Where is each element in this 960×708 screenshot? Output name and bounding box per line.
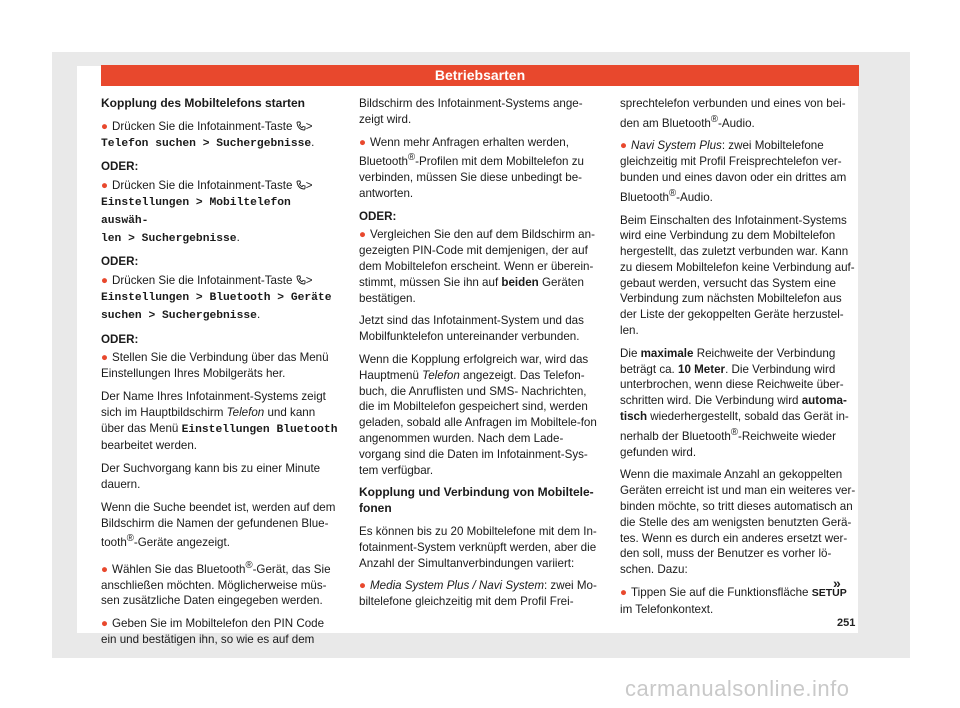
oder-label: ODER: — [101, 255, 139, 269]
step-3: ● Drücken Sie die Infotainment-Taste > Einstellungen > Bluetooth > Geräte suchen > Suchergebnisse. — [101, 274, 332, 322]
heading-pairing-start: Kopplung des Mobiltelefons starten — [101, 96, 306, 110]
phone-icon — [296, 121, 306, 131]
step-2: ● Drücken Sie die Infotainment-Taste > Einstellungen > Mobiltelefon auswäh- len > Suchergebnisse. — [101, 179, 313, 245]
bullet-icon: ● — [359, 579, 367, 593]
step-media-system: ● Media System Plus / Navi System: zwei Mo-biltelefone gleichzeitig mit dem Profil Frei- — [359, 579, 597, 609]
paragraph-success: Wenn die Kopplung erfolgreich war, wird das Hauptmenü Telefon angezeigt. Das Telefon-buch, die Anruflisten und SMS- Nachrichten, die im Mobiltelefon gespeichert sind, werden geladen, sobald alle Anfragen im Mobiltele-fon angenommen wurden. Nach dem Lade-vorgang sind die Daten im Infotainment-Sys-tem verfügbar. — [359, 353, 597, 477]
paragraph-switch-on: Beim Einschalten des Infotainment-Systems wird eine Verbindung zu dem Mobiltelefon hergestellt, das zuletzt verbunden war. Kann zu diesem Mobiltelefon keine Verbindung auf-gebaut werden, versucht das System eine Verbindung zum nächsten Mobiltelefon aus der Liste der gekoppelten Geräte herzustel-len. — [620, 213, 855, 338]
oder-label: ODER: — [359, 209, 397, 223]
paragraph-continued: Bildschirm des Infotainment-Systems ange-zeigt wird. — [359, 97, 583, 126]
page-number: 251 — [837, 617, 856, 629]
bullet-icon: ● — [101, 617, 109, 631]
continue-marker: » — [833, 575, 841, 591]
paragraph-up-to: Es können bis zu 20 Mobiltelefone mit dem In-fotainment-System verknüpft werden, aber die Anzahl der Simultanverbindungen variiert: — [359, 524, 597, 570]
menu-path: suchen > Suchergebnisse — [101, 309, 257, 322]
column-1 — [101, 96, 341, 655]
bullet-icon: ● — [620, 139, 628, 153]
bullet-icon: ● — [620, 585, 628, 599]
section-header: Betriebsarten — [101, 65, 859, 86]
paragraph-system-name: Der Name Ihres Infotainment-Systems zeigt sich im Hauptbildschirm Telefon und kann über das Menü Einstellungen Bluetooth bearbeitet werden. — [101, 389, 338, 453]
bullet-icon: ● — [101, 119, 109, 133]
step-5: ● Wählen Sie das Bluetooth®-Gerät, das Sie anschließen möchten. Möglicherweise müs-sen zusätzliche Daten eingegeben werden. — [101, 559, 331, 608]
bullet-icon: ● — [359, 135, 367, 149]
column-2 — [359, 96, 599, 617]
step-1: ● Drücken Sie die Infotainment-Taste > Telefon suchen > Suchergebnisse. — [101, 119, 315, 150]
paragraph-continued: sprechtelefon verbunden und eines von bei-den am Bluetooth®-Audio. — [620, 97, 846, 130]
paragraph-range: Die maximale Reichweite der Verbindung beträgt ca. 10 Meter. Die Verbindung wird unterbrochen, wenn diese Reichweite über-schritten wird. Die Verbindung wird automa-tisch wiederhergestellt, sobald das Gerät in-nerhalb der Bluetooth®-Reichweite wieder gefunden wird. — [620, 346, 849, 459]
phone-icon — [296, 275, 306, 285]
menu-path: Telefon suchen > Suchergebnisse — [101, 137, 312, 150]
bullet-icon: ● — [101, 351, 109, 365]
bullet-icon: ● — [359, 228, 367, 242]
step-requests: ● Wenn mehr Anfragen erhalten werden, Bluetooth®-Profilen mit dem Mobiltelefon zu verbinden, müssen Sie diese unbedingt be-antworten. — [359, 135, 584, 200]
paragraph-max-devices: Wenn die maximale Anzahl an gekoppelten Geräten erreicht ist und man ein weiteres ver-binden möchte, so tritt dieses automatisch an die Stelle des am wenigsten benutzten Gerä-tes. Wenn es durch ein anderes ersetzt wer-den soll, muss der Benutzer es vorher lö-schen. Dazu: — [620, 468, 856, 577]
step-navi-plus: ● Navi System Plus: zwei Mobiltelefone gleichzeitig mit Profil Freisprechtelefon ver-bunden und eines davon oder ein drittes am Bluetooth®-Audio. — [620, 139, 847, 204]
phone-icon — [296, 180, 306, 190]
paragraph-search-done: Wenn die Suche beendet ist, werden auf dem Bildschirm die Namen der gefundenen Blue-tooth®-Geräte angezeigt. — [101, 500, 336, 550]
step-6: ● Geben Sie im Mobiltelefon den PIN Code ein und bestätigen ihn, so wie es auf dem — [101, 617, 325, 647]
menu-path: len > Suchergebnisse — [101, 232, 237, 245]
menu-path: Einstellungen > Bluetooth > Geräte — [101, 291, 332, 304]
menu-path: Einstellungen Bluetooth — [181, 423, 338, 436]
paragraph-connected: Jetzt sind das Infotainment-System und das Mobilfunktelefon untereinander verbunden. — [359, 314, 584, 344]
bullet-icon: ● — [101, 274, 109, 288]
paragraph-duration: Der Suchvorgang kann bis zu einer Minute dauern. — [101, 462, 321, 491]
oder-label: ODER: — [101, 160, 139, 174]
setup-key: SETUP — [811, 586, 847, 599]
column-3 — [620, 96, 860, 624]
watermark: carmanualsonline.info — [625, 676, 850, 701]
oder-label: ODER: — [101, 332, 139, 346]
menu-path: Einstellungen > Mobiltelefon auswäh- — [101, 196, 291, 227]
bullet-icon: ● — [101, 562, 109, 576]
heading-pairing-connection: Kopplung und Verbindung von Mobiltele-fonen — [359, 485, 594, 516]
step-4: ● Stellen Sie die Verbindung über das Menü Einstellungen Ihres Mobilgeräts her. — [101, 351, 329, 381]
bullet-icon: ● — [101, 179, 109, 193]
step-compare-pin: ● Vergleichen Sie den auf dem Bildschirm an-gezeigten PIN-Code mit demjenigen, der auf dem Mobiltelefon erscheint. Wenn er überein-stimmt, müssen Sie ihn auf beiden Geräten bestätigen. — [359, 228, 595, 305]
step-setup: ● Tippen Sie auf die Funktionsfläche SETUP im Telefonkontext. — [620, 585, 847, 616]
